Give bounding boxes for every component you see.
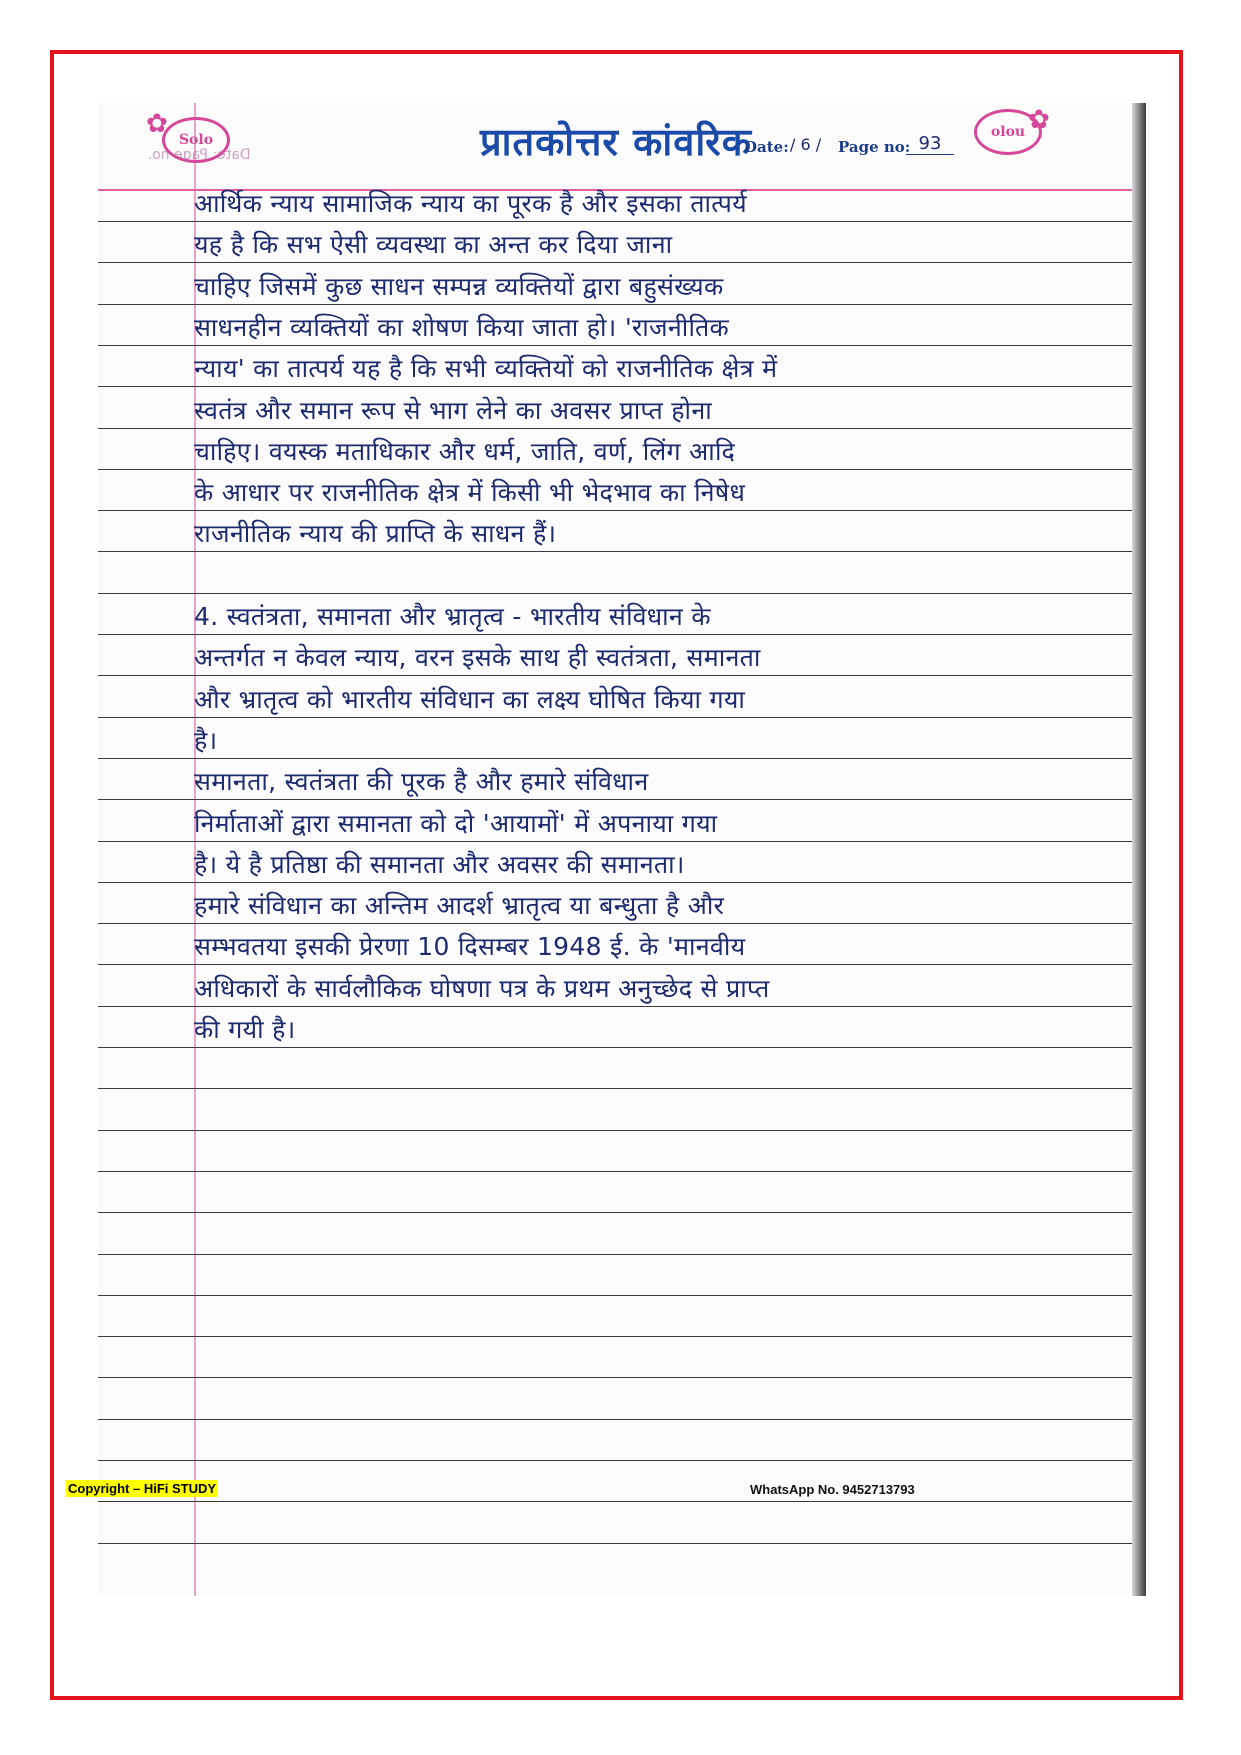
ruled-line: [98, 1336, 1132, 1337]
ruled-line: [98, 593, 1132, 594]
ruled-line: [98, 1377, 1132, 1378]
text-line: साधनहीन व्यक्तियों का शोषण किया जाता हो। 'राजनीतिक: [194, 313, 730, 342]
ruled-line: [98, 923, 1132, 924]
notebook-page: [98, 103, 1146, 1596]
ruled-line: [98, 1254, 1132, 1255]
text-line: और भ्रातृत्व को भारतीय संविधान का लक्ष्य घोषित किया गया: [194, 685, 746, 714]
text-line: [194, 561, 1124, 593]
whatsapp-number: WhatsApp No. 9452713793: [750, 1482, 915, 1497]
text-line: चाहिए जिसमें कुछ साधन सम्पन्न व्यक्तियों द्वारा बहुसंख्यक: [194, 272, 724, 301]
ruled-line: [98, 717, 1132, 718]
text-line: सम्भवतया इसकी प्रेरणा 10 दिसम्बर 1948 ई. के 'मानवीय: [194, 932, 746, 961]
page-title: प्रातकोत्तर कांवरिक: [480, 119, 752, 164]
brand-seal-left: Solo: [162, 117, 230, 163]
bleed-through-text: Date: Page no.: [148, 147, 251, 163]
ruled-line: [98, 304, 1132, 305]
text-line: की गयी है।: [194, 1015, 296, 1044]
ruled-line: [98, 799, 1132, 800]
ruled-line: [98, 1543, 1132, 1544]
ruled-line: [98, 634, 1132, 635]
text-line: न्याय' का तात्पर्य यह है कि सभी व्यक्तियों को राजनीतिक क्षेत्र में: [194, 354, 778, 383]
page-number: 93: [906, 133, 954, 155]
ruled-line: [98, 262, 1132, 263]
ruled-line: [98, 841, 1132, 842]
ruled-line: [98, 1006, 1132, 1007]
ruled-line: [98, 469, 1132, 470]
ruled-line: [98, 551, 1132, 552]
text-line: निर्माताओं द्वारा समानता को दो 'आयामों' में अपनाया गया: [194, 809, 718, 838]
ruled-line: [98, 675, 1132, 676]
ruled-line: [98, 1419, 1132, 1420]
text-line: हमारे संविधान का अन्तिम आदर्श भ्रातृत्व या बन्धुता है और: [194, 891, 725, 920]
ruled-line: [98, 221, 1132, 222]
ruled-line: [98, 386, 1132, 387]
text-line: अधिकारों के सार्वलौकिक घोषणा पत्र के प्रथम अनुच्छेद से प्राप्त: [194, 974, 770, 1003]
ruled-line: [98, 345, 1132, 346]
date-label: Date:: [744, 138, 789, 156]
page-number-label: Page no:: [838, 138, 911, 156]
text-line: अन्तर्गत न केवल न्याय, वरन इसके साथ ही स्वतंत्रता, समानता: [194, 643, 761, 672]
text-line: 4. स्वतंत्रता, समानता और भ्रातृत्व - भारतीय संविधान के: [194, 602, 711, 631]
brand-seal-right: olou: [974, 109, 1042, 155]
ruled-line: [98, 1212, 1132, 1213]
text-line: स्वतंत्र और समान रूप से भाग लेने का अवसर प्राप्त होना: [194, 396, 712, 425]
text-line: यह है कि सभ ऐसी व्यवस्था का अन्त कर दिया जाना: [194, 230, 673, 259]
text-line: समानता, स्वतंत्रता की पूरक है और हमारे संविधान: [194, 767, 649, 796]
ruled-line: [98, 1295, 1132, 1296]
ruled-line: [98, 882, 1132, 883]
ruled-line: [98, 1171, 1132, 1172]
ruled-line: [98, 1088, 1132, 1089]
text-line: है।: [194, 726, 218, 755]
text-line: है। ये है प्रतिष्ठा की समानता और अवसर की समानता।: [194, 850, 685, 879]
text-line: के आधार पर राजनीतिक क्षेत्र में किसी भी भेदभाव का निषेध: [194, 478, 746, 507]
ruled-line: [98, 758, 1132, 759]
page-edge-shadow: [1132, 103, 1146, 1596]
ruled-line: [98, 1047, 1132, 1048]
ruled-line: [98, 428, 1132, 429]
ruled-line: [98, 1460, 1132, 1461]
copyright-label: Copyright – HiFi STUDY: [68, 1481, 217, 1496]
ruled-line: [98, 1130, 1132, 1131]
ruled-line: [98, 964, 1132, 965]
ruled-line: [98, 1501, 1132, 1502]
date-value: / 6 /: [790, 135, 822, 154]
ruled-line: [98, 510, 1132, 511]
text-line: राजनीतिक न्याय की प्राप्ति के साधन हैं।: [194, 519, 557, 548]
flower-icon: ✿: [146, 109, 168, 139]
text-line: चाहिए। वयस्क मताधिकार और धर्म, जाति, वर्ण, लिंग आदि: [194, 437, 736, 466]
flower-icon: ✿: [1028, 105, 1050, 135]
text-line: आर्थिक न्याय सामाजिक न्याय का पूरक है और इसका तात्पर्य: [194, 189, 747, 218]
